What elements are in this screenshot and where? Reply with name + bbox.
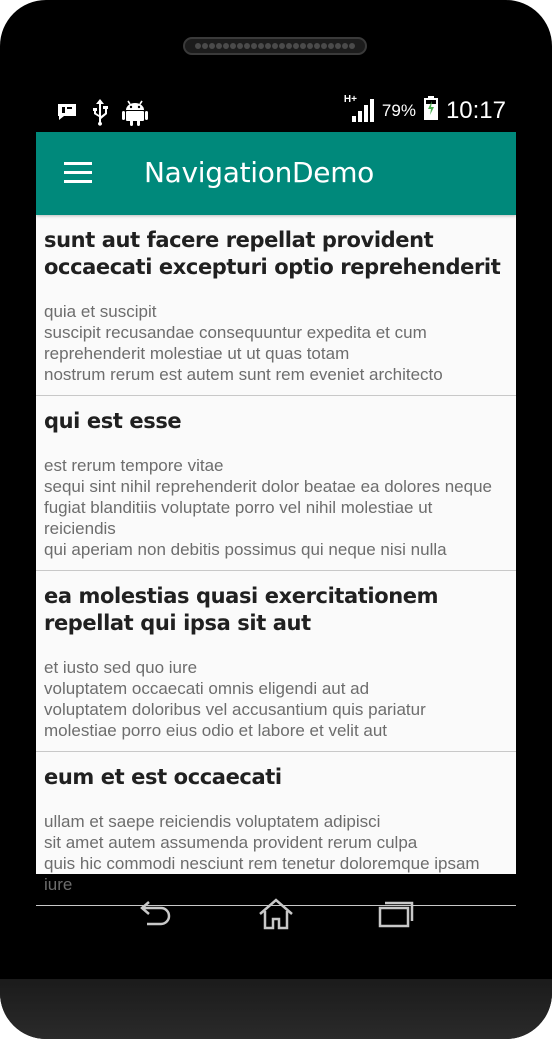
app-toolbar [36,132,516,215]
post-title: sunt aut facere repellat provident occaecati excepturi optio reprehenderit [44,228,501,279]
system-navigation-bar [0,880,552,950]
battery-charging-icon [424,96,438,125]
post-list-item[interactable] [36,571,516,752]
usb-icon [92,99,108,130]
post-body: et iusto sed quo iure voluptatem occaecati omnis eligendi aut ad voluptatem doloribus vel accusantium quis pariatur molestiae porro eius odio et labore et velit aut [44,658,426,740]
android-debug-icon [122,98,148,131]
signal-icon [343,93,374,124]
post-title: ea molestias quasi exercitationem repellat qui ipsa sit aut [44,584,439,635]
post-list[interactable] [36,215,516,906]
recents-icon[interactable] [372,894,420,934]
post-title: qui est esse [44,409,182,433]
clock: 10:17 [445,96,506,124]
notification-icons [56,98,148,131]
system-indicators [343,93,506,125]
home-icon[interactable] [252,894,300,934]
post-body: quia et suscipit suscipit recusandae consequuntur expedita et cum reprehenderit molestiae ut ut quas totam nostrum rerum est autem sunt rem eveniet architecto [44,302,443,384]
post-list-item[interactable] [36,215,516,396]
battery-percent: 79% [381,100,416,120]
post-title: eum et est occaecati [44,765,282,789]
post-body: est rerum tempore vitae sequi sint nihil reprehenderit dolor beatae ea dolores neque fugiat blanditiis voluptate porro vel nihil molestiae ut reiciendis qui aperiam non debitis possimus qui neque nisi nulla [44,456,492,559]
post-body: ullam et saepe reiciendis voluptatem adipisci sit amet autem assumenda provident rerum culpa quis hic commodi nesciunt rem tenetur doloremque ipsam iure [44,812,480,894]
app-title: NavigationDemo [144,156,375,189]
app-screen [36,132,516,894]
hamburger-menu-icon[interactable] [64,162,92,184]
phone-chin [0,979,552,1039]
post-list-item[interactable] [36,396,516,571]
message-icon [56,102,78,127]
network-type: H+ [343,93,357,105]
earpiece-speaker [183,37,367,55]
back-icon[interactable] [133,894,181,934]
status-bar [36,92,516,132]
